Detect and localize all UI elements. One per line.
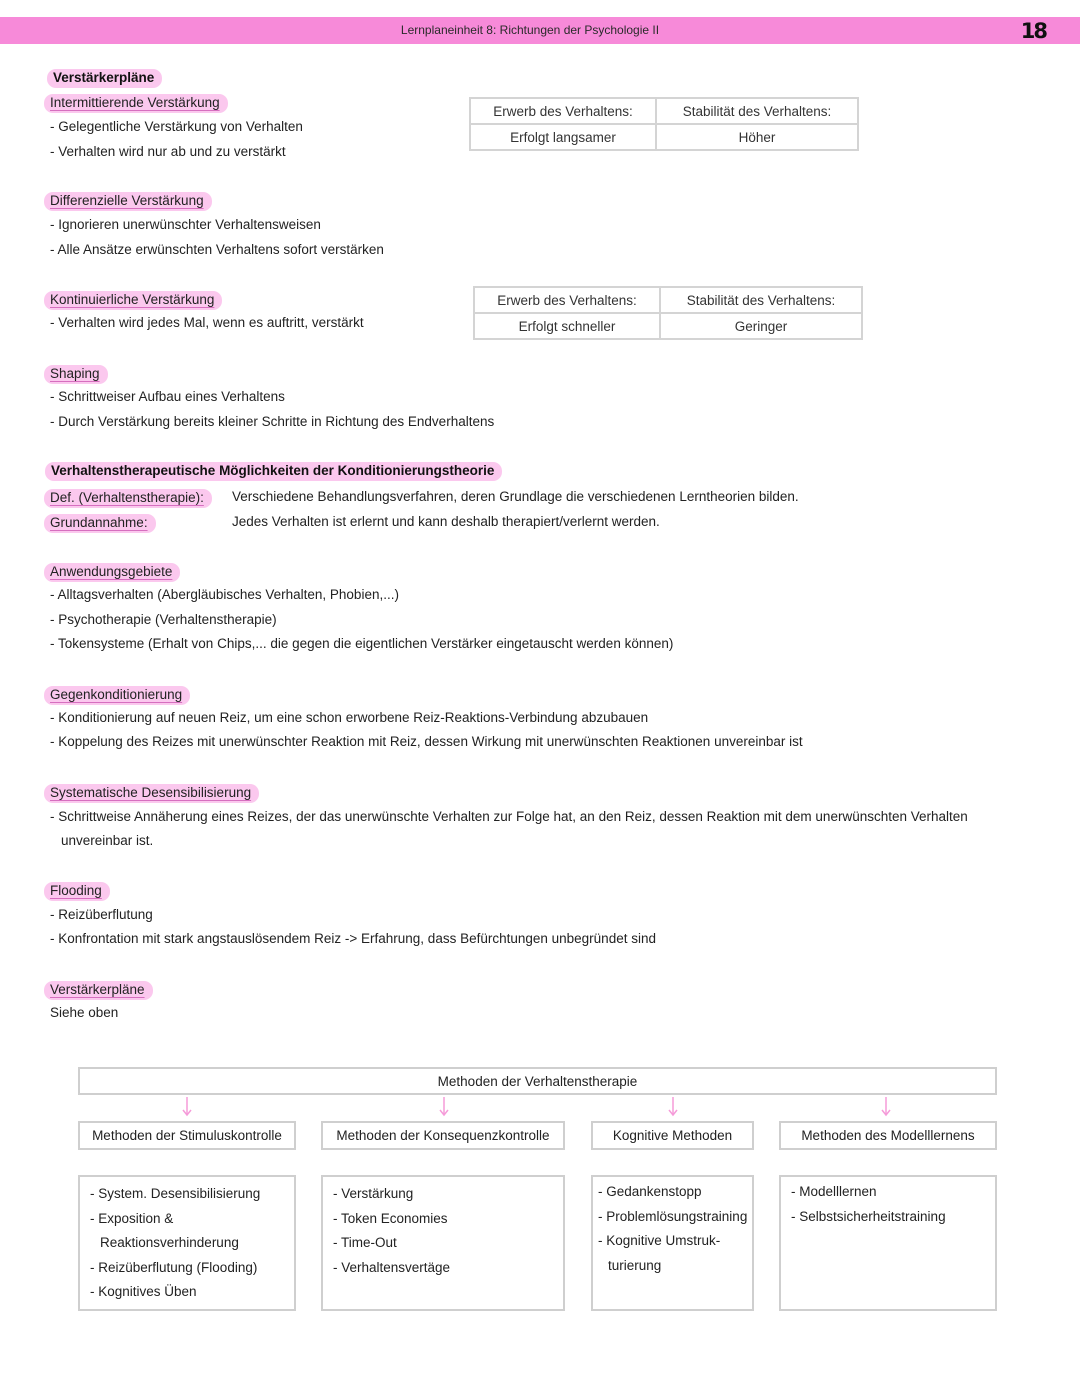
- diagram-list-box: [779, 1175, 997, 1311]
- table-cell: Höher: [656, 124, 858, 150]
- category-label: Kognitive Methoden: [612, 1128, 733, 1143]
- subheading-continuous: Kontinuierliche Verstärkung: [44, 291, 222, 310]
- list-item: - Konditionierung auf neuen Reiz, um eine schon erworbene Reiz-Reaktions-Verbindung abzubauen: [50, 710, 649, 725]
- list-item: - Problemlösungstraining: [598, 1208, 748, 1224]
- diagram-list-box: [78, 1175, 296, 1311]
- diagram-root-box: [78, 1067, 997, 1095]
- diagram-list-box: [591, 1175, 754, 1311]
- list-item: - Modelllernen: [791, 1184, 877, 1199]
- diagram-root-label: Methoden der Verhaltenstherapie: [437, 1073, 638, 1089]
- list-item: - Gedankenstopp: [598, 1184, 702, 1199]
- table-cell: Erwerb des Verhaltens:: [470, 98, 656, 124]
- table-cell: Stabilität des Verhaltens:: [656, 98, 858, 124]
- diagram-category-box: [78, 1121, 296, 1150]
- table-cell: Erfolgt schneller: [474, 313, 660, 339]
- subheading-areas: Anwendungsgebiete: [44, 563, 180, 582]
- list-item: - Konfrontation mit stark angstauslösendem Reiz -> Erfahrung, dass Befürchtungen unbegründet sind: [50, 931, 656, 946]
- category-label: Methoden der Konsequenzkontrolle: [336, 1128, 550, 1143]
- page-number: 18: [1020, 19, 1046, 43]
- list-item: - Durch Verstärkung bereits kleiner Schritte in Richtung des Endverhaltens: [50, 414, 495, 429]
- subheading-differential: Differenzielle Verstärkung: [44, 192, 212, 211]
- subheading-desens: Systematische Desensibilisierung: [44, 784, 259, 803]
- list-item: - Exposition &: [90, 1210, 174, 1226]
- diagram-category-box: [591, 1121, 754, 1150]
- table-intermittent: [469, 97, 859, 151]
- subheading-flooding: Flooding: [44, 882, 110, 901]
- list-item: - Gelegentliche Verstärkung von Verhalten: [50, 119, 303, 134]
- list-item: - Kognitives Üben: [90, 1284, 197, 1299]
- arrow-down-icon: [880, 1097, 892, 1117]
- list-item: - Reizüberflutung: [50, 907, 153, 922]
- list-item: - Verhalten wird nur ab und zu verstärkt: [50, 144, 286, 159]
- list-item: - Reizüberflutung (Flooding): [90, 1259, 258, 1275]
- list-item: - Verhalten wird jedes Mal, wenn es auftritt, verstärkt: [50, 315, 364, 330]
- header-bar: [0, 17, 1080, 44]
- list-item: - Verhaltensvertäge: [333, 1259, 451, 1275]
- list-item: - Ignorieren unerwünschter Verhaltensweisen: [50, 217, 321, 232]
- diagram-list-box: [321, 1175, 565, 1311]
- list-item: - Selbstsicherheitstraining: [791, 1208, 946, 1224]
- arrow-down-icon: [181, 1097, 193, 1117]
- definition-label: Def. (Verhaltenstherapie):: [44, 489, 212, 508]
- list-item: - Psychotherapie (Verhaltenstherapie): [50, 612, 277, 627]
- assumption-text: Jedes Verhalten ist erlernt und kann deshalb therapiert/verlernt werden.: [232, 514, 660, 529]
- table-cell: Erwerb des Verhaltens:: [474, 287, 660, 313]
- subheading-counter: Gegenkonditionierung: [44, 686, 190, 705]
- table-cell: Erfolgt langsamer: [470, 124, 656, 150]
- list-item: - Koppelung des Reizes mit unerwünschter Reaktion mit Reiz, dessen Wirkung mit unerwünschten Reaktionen unvereinbar ist: [50, 734, 803, 749]
- list-item-continued: unvereinbar ist.: [61, 833, 154, 848]
- arrow-down-icon: [667, 1097, 679, 1117]
- diagram-category-box: [779, 1121, 997, 1150]
- list-item: - Time-Out: [333, 1235, 397, 1250]
- page-title: Lernplaneinheit 8: Richtungen der Psychologie II: [400, 23, 660, 37]
- subheading-shaping: Shaping: [44, 365, 108, 384]
- list-item: - Alltagsverhalten (Abergläubisches Verhalten, Phobien,...): [50, 587, 399, 602]
- list-item: - Schrittweiser Aufbau eines Verhaltens: [50, 389, 285, 404]
- diagram-category-box: [321, 1121, 565, 1150]
- list-item: - System. Desensibilisierung: [90, 1186, 261, 1201]
- category-label: Methoden der Stimuluskontrolle: [92, 1128, 282, 1143]
- list-item: Reaktionsverhinderung: [100, 1235, 239, 1250]
- definition-text: Verschiedene Behandlungsverfahren, deren Grundlage die verschiedenen Lerntheorien bilden.: [232, 489, 799, 504]
- category-label: Methoden des Modelllernens: [801, 1128, 975, 1143]
- assumption-label: Grundannahme:: [44, 514, 156, 533]
- list-item: - Token Economies: [333, 1210, 448, 1226]
- list-item: - Verstärkung: [333, 1186, 414, 1201]
- table-cell: Stabilität des Verhaltens:: [660, 287, 862, 313]
- subheading-intermittent: Intermittierende Verstärkung: [44, 94, 228, 113]
- table-continuous: [473, 286, 863, 340]
- arrow-down-icon: [438, 1097, 450, 1117]
- section-heading-therapy: Verhaltenstherapeutische Möglichkeiten der Konditionierungstheorie: [45, 462, 502, 481]
- section-heading-verstaerkerplaene: Verstärkerpläne: [47, 69, 162, 88]
- list-item: - Alle Ansätze erwünschten Verhaltens sofort verstärken: [50, 242, 384, 257]
- plans-text: Siehe oben: [50, 1005, 119, 1020]
- subheading-plans: Verstärkerpläne: [44, 981, 153, 1000]
- table-cell: Geringer: [660, 313, 862, 339]
- list-item: turierung: [608, 1257, 662, 1273]
- list-item: - Kognitive Umstruk-: [598, 1233, 721, 1248]
- list-item: - Schrittweise Annäherung eines Reizes, der das unerwünschte Verhalten zur Folge hat, an den Reiz, dessen Reaktion mit dem unerwünschten Verhalten: [50, 809, 968, 824]
- list-item: - Tokensysteme (Erhalt von Chips,... die gegen die eigentlichen Verstärker eingetauscht werden können): [50, 636, 674, 651]
